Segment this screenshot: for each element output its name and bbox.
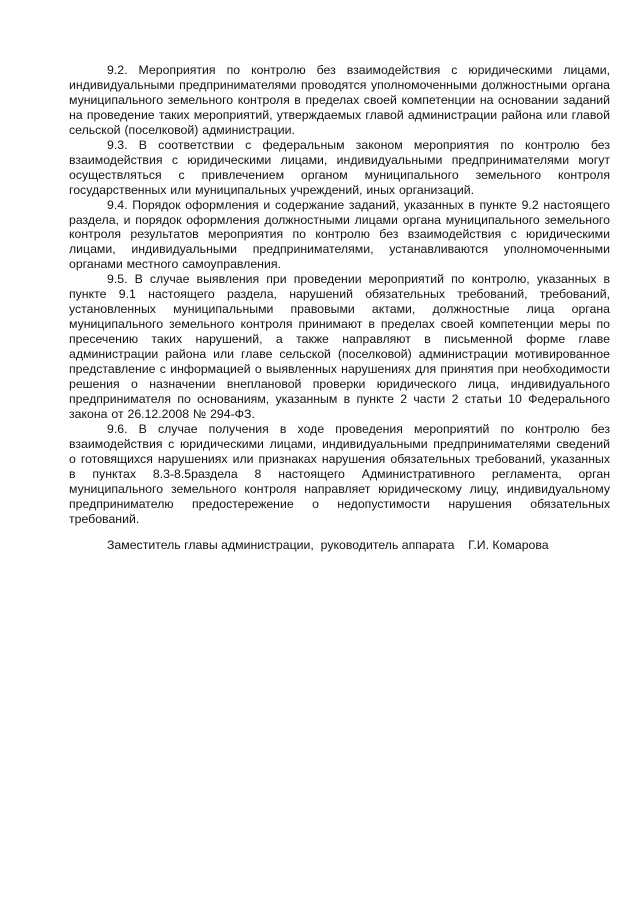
paragraph-9-6: 9.6. В случае получения в ходе проведения мероприятий по контролю без взаимодействия с юридическими лицами, индивидуальными предпринимателями сведений о готовящихся нарушениях или признаках нарушения обязательных требований, указанных в пунктах 8.3-8.5раздела 8 настоящего Административного регламента, орган муниципального земельного контроля направляет юридическому лицу, индивидуальному предпринимателю предостережение о недопустимости нарушения обязательных требований. — [69, 421, 610, 526]
paragraph-9-5: 9.5. В случае выявления при проведении мероприятий по контролю, указанных в пункте 9.1 настоящего раздела, нарушений обязательных требований, требований, установленных муниципальными правовыми актами, должностные лица органа муниципального земельного контроля принимают в пределах своей компетенции меры по пресечению таких нарушений, а также направляют в письменной форме главе администрации района или главе сельской (поселковой) администрации мотивированное представление с информацией о выявленных нарушениях для принятия при необходимости решения о назначении внеплановой проверки юридического лица, индивидуального предпринимателя по основаниям, указанным в пункте 2 части 2 статьи 10 Федерального закона от 26.12.2008 № 294-ФЗ. — [69, 272, 610, 421]
signature-line: Заместитель главы администрации, руководитель аппарата Г.И. Комарова — [107, 538, 549, 552]
paragraph-9-4: 9.4. Порядок оформления и содержание заданий, указанных в пункте 9.2 настоящего раздела, и порядок оформления должностными лицами органа муниципального земельного контроля результатов мероприятия по контролю без взаимодействия с юридическими лицами, индивидуальными предпринимателями, устанавливаются уполномоченными органами местного самоуправления. — [69, 197, 610, 272]
paragraph-9-2: 9.2. Мероприятия по контролю без взаимодействия с юридическими лицами, индивидуальными предпринимателями проводятся уполномоченными должностными органа муниципального земельного контроля в пределах своей компетенции на основании заданий на проведение таких мероприятий, утверждаемых главой администрации района или главой сельской (поселковой) администрации. — [69, 63, 610, 137]
document-body — [69, 63, 610, 527]
paragraph-9-3: 9.3. В соответствии с федеральным законом мероприятия по контролю без взаимодействия с юридическими лицами, индивидуальными предпринимателями могут осуществляться с привлечением органом муниципального земельного контроля государственных или муниципальных учреждений, иных организаций. — [69, 137, 610, 197]
